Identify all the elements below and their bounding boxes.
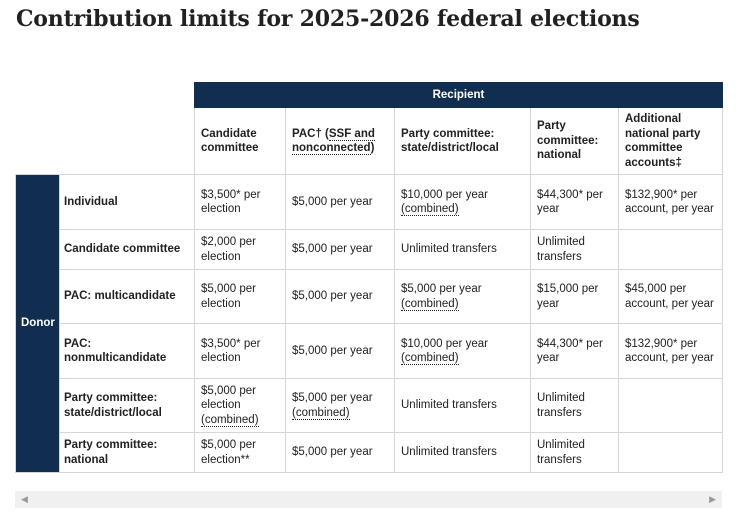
col-candidate-committee	[195, 108, 286, 175]
ssf-abbreviation[interactable]: SSF and nonconnected	[292, 127, 375, 154]
column-label: Party committee: state/district/local	[401, 127, 499, 154]
col-pac	[286, 108, 395, 175]
combined-note[interactable]: (combined)	[401, 297, 459, 310]
table-row	[16, 433, 723, 473]
table-cell: $5,000 per year	[286, 324, 395, 379]
col-party-national	[531, 108, 619, 175]
table-cell: $44,300* per year	[531, 175, 619, 230]
table-cell: $5,000 per election	[195, 270, 286, 324]
table-cell: $2,000 per election	[195, 230, 286, 270]
header-spacer	[16, 108, 195, 175]
donor-header: Donor	[16, 175, 60, 473]
combined-note[interactable]: (combined)	[401, 352, 459, 364]
column-label: Party committee: national	[537, 120, 599, 162]
table-cell: $15,000 per year	[531, 270, 619, 324]
scroll-left-icon[interactable]: ◀	[21, 494, 28, 504]
table-row	[16, 230, 723, 270]
row-header: Candidate committee	[60, 230, 195, 270]
table-cell: $132,900* per account, per year	[619, 175, 723, 230]
combined-note[interactable]: (combined)	[201, 413, 259, 426]
table-cell: $5,000 per election**	[195, 433, 286, 473]
table-cell: $3,500* per election	[195, 324, 286, 379]
table-cell: Unlimited transfers	[395, 433, 531, 473]
combined-note[interactable]: (combined)	[401, 203, 459, 215]
cell-text: $10,000 per year	[401, 188, 488, 201]
table-cell: $5,000 per year	[286, 433, 395, 473]
cell-text: $5,000 per election	[201, 384, 256, 412]
row-header: Party committee: national	[60, 433, 195, 473]
recipient-header: Recipient	[195, 83, 723, 108]
table-cell: $5,000 per year	[286, 230, 395, 270]
column-label-suffix: )	[370, 142, 375, 154]
col-party-state	[395, 108, 531, 175]
table-cell: Unlimited transfers	[531, 379, 619, 433]
row-header: Party committee: state/district/local	[60, 379, 195, 433]
recipient-header-row	[16, 83, 723, 108]
column-label: Additional national party committee accounts‡	[625, 113, 701, 169]
table-row	[16, 324, 723, 379]
table-cell: Unlimited transfers	[395, 379, 531, 433]
column-header-row	[16, 108, 723, 175]
table-cell: $5,000 per year	[286, 175, 395, 230]
combined-note[interactable]: (combined)	[292, 406, 350, 419]
scroll-right-icon[interactable]: ▶	[709, 494, 716, 504]
table-cell	[395, 324, 531, 379]
table-cell	[195, 379, 286, 433]
row-header: PAC: multicandidate	[60, 270, 195, 324]
table-cell: $5,000 per year	[286, 270, 395, 324]
table-cell: $45,000 per account, per year	[619, 270, 723, 324]
contribution-limits-table	[15, 82, 723, 473]
table-cell: $44,300* per year	[531, 324, 619, 379]
table-row	[16, 379, 723, 433]
table-cell: Unlimited transfers	[395, 230, 531, 270]
cell-text: $10,000 per year	[401, 337, 488, 350]
table-cell	[286, 379, 395, 433]
col-additional-accounts	[619, 108, 723, 175]
row-header: Individual	[60, 175, 195, 230]
column-label: Candidate committee	[201, 127, 259, 154]
table-cell: $132,900* per account, per year	[619, 324, 723, 379]
table-cell: Unlimited transfers	[531, 433, 619, 473]
page-title: Contribution limits for 2025-2026 federal elections	[16, 6, 640, 32]
table-cell	[619, 433, 723, 473]
table-cell	[395, 270, 531, 324]
table-row	[16, 270, 723, 324]
horizontal-scrollbar[interactable]	[15, 491, 722, 508]
table-cell	[395, 175, 531, 230]
table-cell: Unlimited transfers	[531, 230, 619, 270]
table-cell: $3,500* per election	[195, 175, 286, 230]
cell-text: $5,000 per year	[401, 283, 482, 295]
cell-text: $5,000 per year	[292, 392, 373, 404]
table-row	[16, 175, 723, 230]
table-cell	[619, 230, 723, 270]
column-label-prefix: PAC† (	[292, 127, 329, 140]
row-header: PAC: nonmulticandidate	[60, 324, 195, 379]
header-spacer	[16, 83, 195, 108]
table-cell	[619, 379, 723, 433]
